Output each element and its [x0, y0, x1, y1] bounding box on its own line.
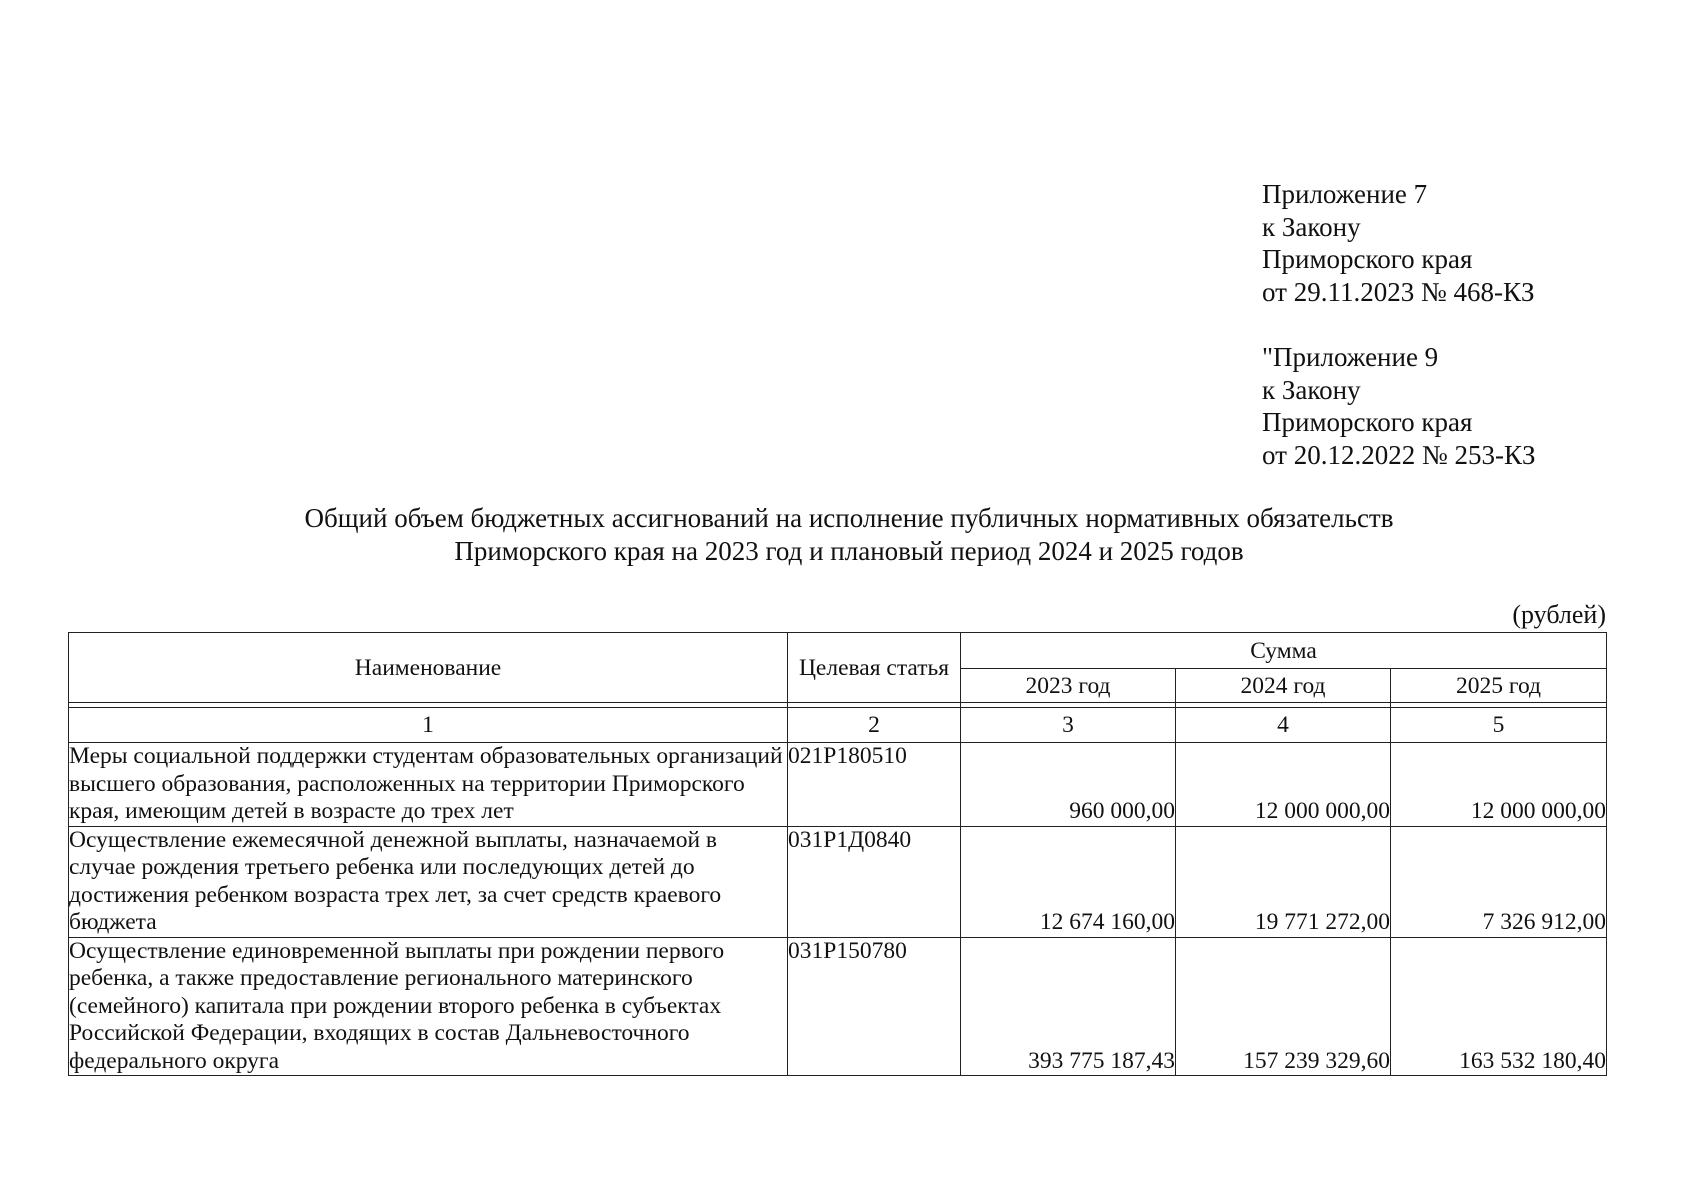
- table-row: [69, 743, 1607, 827]
- header-name: Наименование: [69, 633, 788, 703]
- row-name: Осуществление единовременной выплаты при рождении первого ребенка, а также предоставление регионального материнского (семейного) капитала при рождении второго ребенка в субъектах Российской Федерации, входящих в состав Дальневосточного федерального округа: [69, 937, 788, 1076]
- appendix-original-line-3: Приморского края: [1262, 407, 1473, 437]
- column-number: 3: [961, 708, 1176, 743]
- row-amount-2025: 163 532 180,40: [1391, 937, 1607, 1076]
- appendix-current-reference: [1262, 178, 1534, 308]
- table-row: [69, 826, 1607, 937]
- row-amount-2023: 393 775 187,43: [961, 937, 1176, 1076]
- budget-table: [68, 632, 1607, 1076]
- column-number: 2: [788, 708, 961, 743]
- header-year-2025: 2025 год: [1391, 669, 1607, 703]
- row-amount-2024: 157 239 329,60: [1176, 937, 1391, 1076]
- table-row: [69, 937, 1607, 1076]
- row-target-article: 031P150780: [788, 937, 961, 1076]
- header-sum: Сумма: [961, 633, 1607, 669]
- header-year-2023: 2023 год: [961, 669, 1176, 703]
- row-name: Меры социальной поддержки студентам образовательных организаций высшего образования, расположенных на территории Приморского края, имеющим детей в возрасте до трех лет: [69, 743, 788, 827]
- column-number: 4: [1176, 708, 1391, 743]
- row-amount-2025: 12 000 000,00: [1391, 743, 1607, 827]
- row-amount-2025: 7 326 912,00: [1391, 826, 1607, 937]
- header-target-article: Целевая статья: [788, 633, 961, 703]
- row-amount-2024: 12 000 000,00: [1176, 743, 1391, 827]
- appendix-current-line-1: Приложение 7: [1262, 179, 1428, 209]
- row-name: Осуществление ежемесячной денежной выплаты, назначаемой в случае рождения третьего ребенка или последующих детей до достижения ребенком возраста трех лет, за счет средств краевого бюджета: [69, 826, 788, 937]
- document-title-line-2: Приморского края на 2023 год и плановый период 2024 и 2025 годов: [454, 536, 1244, 566]
- appendix-original-line-2: к Закону: [1262, 374, 1361, 405]
- row-amount-2024: 19 771 272,00: [1176, 826, 1391, 937]
- column-number-row: [69, 708, 1607, 743]
- row-amount-2023: 960 000,00: [961, 743, 1176, 827]
- appendix-original-line-4: от 20.12.2022 № 253-КЗ: [1262, 439, 1536, 470]
- row-amount-2023: 12 674 160,00: [961, 826, 1176, 937]
- document-title: [0, 502, 1698, 568]
- appendix-original-line-1: "Приложение 9: [1262, 342, 1439, 372]
- document-title-line-1: Общий объем бюджетных ассигнований на исполнение публичных нормативных обязательств: [304, 503, 1394, 533]
- column-number: 1: [69, 708, 788, 743]
- appendix-current-line-2: к Закону: [1262, 211, 1361, 242]
- row-target-article: 031P1Д0840: [788, 826, 961, 937]
- currency-units-label: (рублей): [1512, 600, 1606, 629]
- header-year-2024: 2024 год: [1176, 669, 1391, 703]
- appendix-current-line-4: от 29.11.2023 № 468-КЗ: [1262, 276, 1535, 307]
- appendix-original-reference: [1262, 341, 1535, 471]
- appendix-current-line-3: Приморского края: [1262, 244, 1473, 274]
- column-number: 5: [1391, 708, 1607, 743]
- row-target-article: 021P180510: [788, 743, 961, 827]
- table-header-row: [69, 633, 1607, 669]
